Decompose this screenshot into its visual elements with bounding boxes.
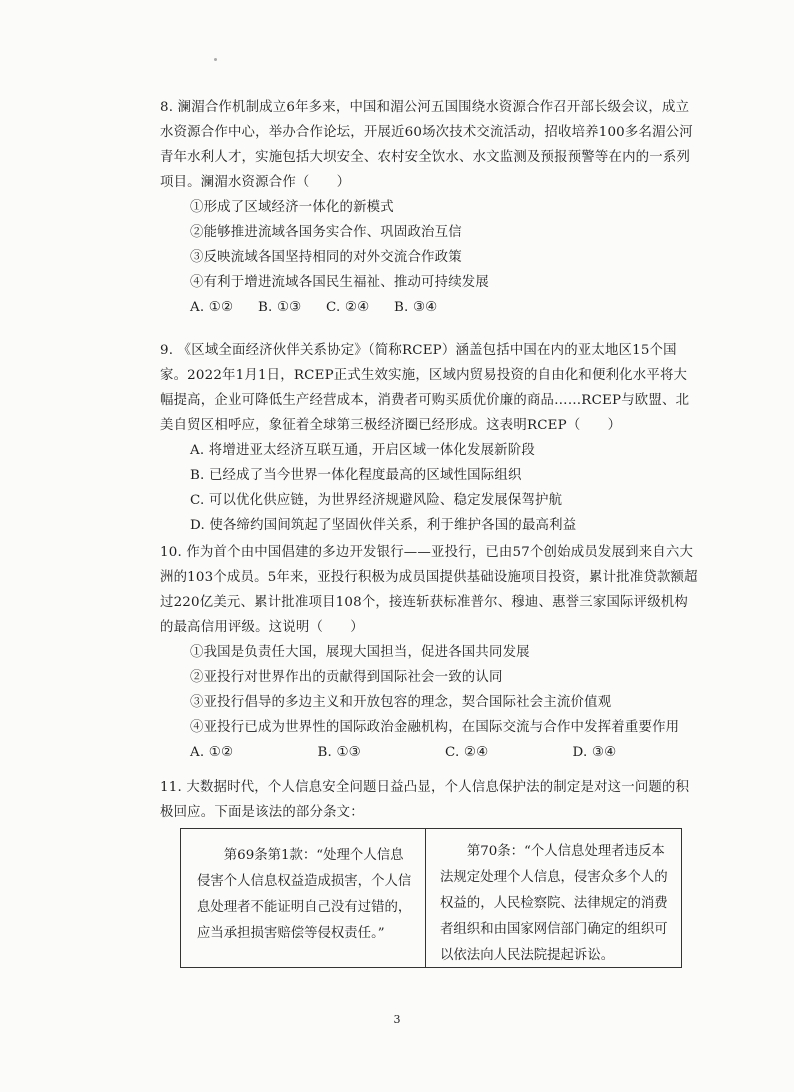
choice-b: B. ①③ — [317, 745, 361, 760]
question-9-option-b: B. 已经成了当今世界一体化程度最高的区域性国际组织 — [190, 468, 522, 483]
choice-d: D. ③④ — [572, 745, 617, 760]
question-8-option-3: ③反映流域各国坚持相同的对外交流合作政策 — [190, 250, 462, 265]
question-10-option-4: ④亚投行已成为世界性的国际政治金融机构，在国际交流与合作中发挥着重要作用 — [190, 720, 680, 735]
scan-speck — [214, 58, 217, 61]
question-8-option-4: ④有利于增进流域各国民生福祉、推动可持续发展 — [190, 275, 489, 290]
question-10 — [160, 540, 700, 765]
page-number: 3 — [393, 1013, 401, 1026]
question-10-stem: 10. 作为首个由中国倡建的多边开发银行——亚投行，已由57个创始成员发展到来自六大洲的103个成员。5年来，亚投行积极为成员国提供基础设施项目投资，累计批准贷款额超过220亿美元、累计批准项目108个，接连斩获标准普尔、穆迪、惠誉三家国际评级机构的最高信用评级。这说明（ ） — [160, 545, 698, 635]
question-9-option-c: C. 可以优化供应链，为世界经济规避风险、稳定发展保驾护航 — [190, 493, 563, 508]
choice-c: C. ②④ — [326, 300, 370, 315]
question-9-option-a: A. 将增进亚太经济互联互通，开启区域一体化发展新阶段 — [190, 443, 535, 458]
question-9 — [160, 338, 700, 538]
question-10-choices — [160, 740, 700, 765]
question-10-option-1: ①我国是负责任大国，展现大国担当，促进各国共同发展 — [190, 645, 530, 660]
article-70-cell: 第70条：“个人信息处理者违反本法规定处理个人信息，侵害众多个人的权益的，人民检察院、法律规定的消费者组织和由国家网信部门确定的组织可以依法向人民法院提起诉讼。 — [440, 844, 668, 963]
question-8-option-2: ②能够推进流域各国务实合作、巩固政治互信 — [190, 225, 462, 240]
question-11-stem: 11. 大数据时代，个人信息安全问题日益凸显，个人信息保护法的制定是对这一问题的积极回应。下面是该法的部分条文： — [160, 780, 690, 820]
law-articles-table — [180, 828, 682, 968]
choice-d: B. ③④ — [394, 300, 438, 315]
question-9-option-d: D. 使各缔约国间筑起了坚固伙伴关系，利于维护各国的最高利益 — [190, 518, 577, 533]
article-69-cell: 第69条第1款：“处理个人信息侵害个人信息权益造成损害，个人信息处理者不能证明自己没有过错的，应当承担损害赔偿等侵权责任。” — [181, 829, 426, 967]
choice-c: C. ②④ — [445, 745, 489, 760]
choice-b: B. ①③ — [258, 300, 302, 315]
question-8-option-1: ①形成了区域经济一体化的新模式 — [190, 200, 394, 215]
question-11 — [160, 775, 700, 825]
question-8-choices — [160, 295, 700, 320]
question-9-stem: 9. 《区域全面经济伙伴关系协定》（简称RCEP）涵盖包括中国在内的亚太地区15个国家。2022年1月1日，RCEP正式生效实施，区域内贸易投资的自由化和便利化水平将大幅提高，企业可降低生产经营成本，消费者可购买质优价廉的商品……RCEP与欧盟、北美自贸区相呼应，象征着全球第三极经济圈已经形成。这表明RCEP（ ） — [160, 343, 690, 433]
choice-a: A. ①② — [190, 745, 234, 760]
question-10-option-3: ③亚投行倡导的多边主义和开放包容的理念，契合国际社会主流价值观 — [190, 695, 612, 710]
question-8-stem: 8. 澜湄合作机制成立6年多来，中国和湄公河五国围绕水资源合作召开部长级会议，成立水资源合作中心，举办合作论坛，开展近60场次技术交流活动，招收培养100多名湄公河青年水利人才，实施包括大坝安全、农村安全饮水、水文监测及预报预警等在内的一系列项目。澜湄水资源合作（ ） — [160, 100, 693, 190]
question-10-option-2: ②亚投行对世界作出的贡献得到国际社会一致的认同 — [190, 670, 503, 685]
choice-a: A. ①② — [190, 300, 234, 315]
question-8 — [160, 95, 700, 320]
